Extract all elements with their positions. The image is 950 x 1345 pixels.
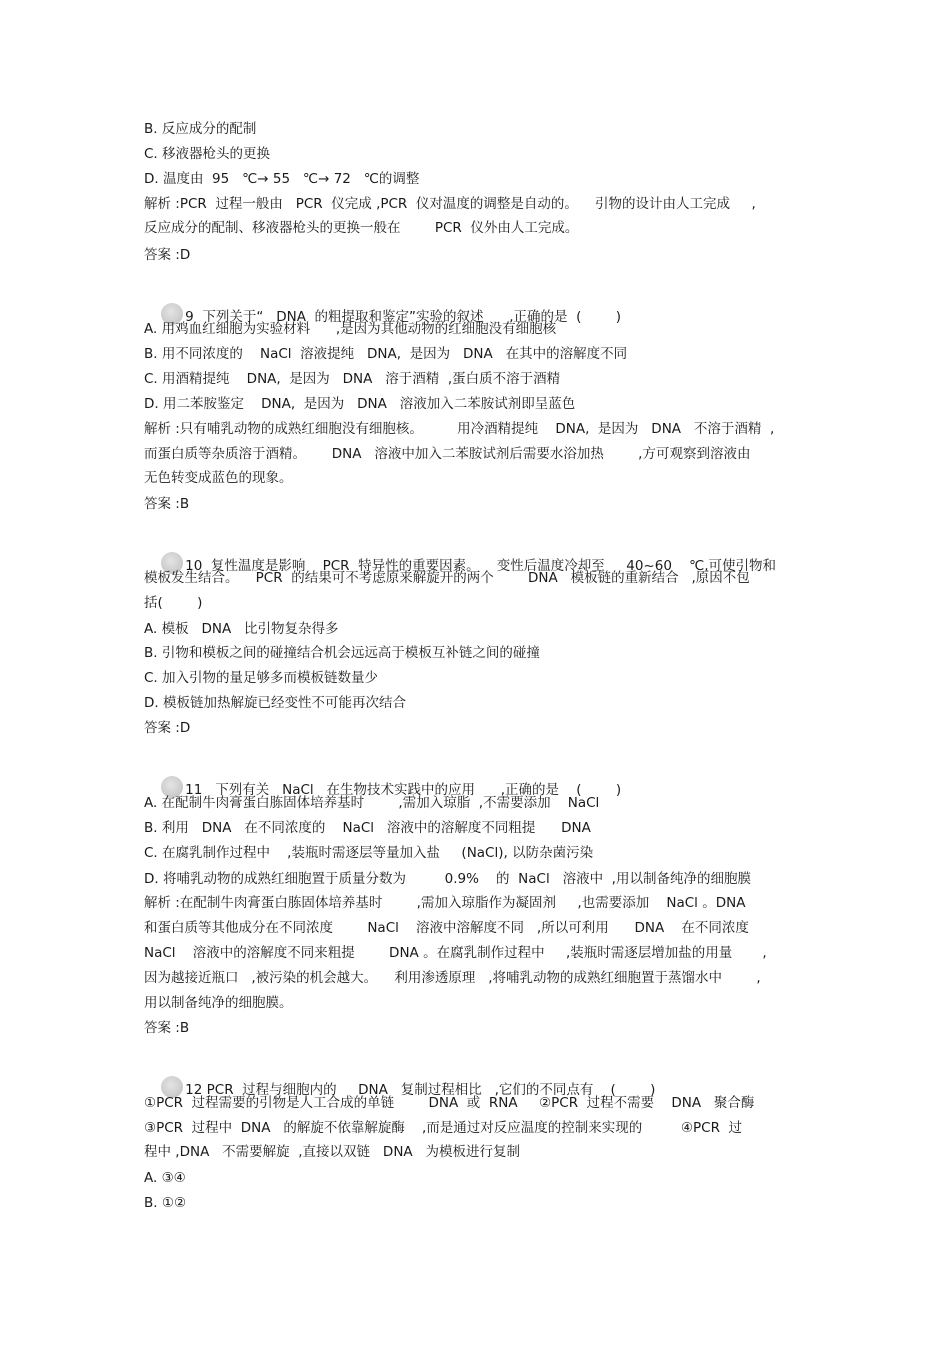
question-text-continued: 括( ): [144, 595, 203, 611]
analysis-line: 解析 :只有哺乳动物的成熟红细胞没有细胞核。 用冷酒精提纯 DNA, 是因为 DNA 不溶于酒精 ,: [144, 421, 775, 437]
option-d-line: D. 温度由 95 ℃→ 55 ℃→ 72 ℃的调整: [144, 171, 420, 187]
option-d-line: D. 模板链加热解旋已经变性不可能再次结合: [144, 695, 406, 711]
analysis-line: 无色转变成蓝色的现象。: [144, 470, 293, 486]
answer-line: 答案 :D: [144, 720, 191, 736]
question-text: 12 PCR 过程与细胞内的 DNA 复制过程相比 ,它们的不同点有 ( ): [185, 1082, 656, 1098]
answer-line: 答案 :D: [144, 247, 191, 263]
statement-line: ①PCR 过程需要的引物是人工合成的单链 DNA 或 RNA ②PCR 过程不需要 DNA 聚合酶: [144, 1095, 755, 1111]
option-d-line: D. 用二苯胺鉴定 DNA, 是因为 DNA 溶液加入二苯胺试剂即呈蓝色: [144, 396, 576, 412]
option-c-line: C. 加入引物的量足够多而模板链数量少: [144, 670, 379, 686]
statement-line: 程中 ,DNA 不需要解旋 ,直接以双链 DNA 为模板进行复制: [144, 1144, 521, 1160]
option-c-line: C. 移液器枪头的更换: [144, 146, 271, 162]
option-c-line: C. 在腐乳制作过程中 ,装瓶时需逐层等量加入盐 (NaCl), 以防杂菌污染: [144, 845, 594, 861]
option-b-line: B. 利用 DNA 在不同浓度的 NaCl 溶液中的溶解度不同粗提 DNA: [144, 820, 591, 836]
analysis-line: 解析 :PCR 过程一般由 PCR 仪完成 ,PCR 仪对温度的调整是自动的。 引物的设计由人工完成 ,: [144, 196, 756, 212]
option-d-line: D. 将哺乳动物的成熟红细胞置于质量分数为 0.9% 的 NaCl 溶液中 ,用以制备纯净的细胞膜: [144, 871, 751, 887]
analysis-line: 因为越接近瓶口 ,被污染的机会越大。 利用渗透原理 ,将哺乳动物的成熟红细胞置于蒸馏水中 ,: [144, 970, 761, 986]
question-text: 11 下列有关 NaCl 在生物技术实践中的应用 ,正确的是 ( ): [185, 782, 622, 798]
question-text: 9 下列关于“ DNA 的粗提取和鉴定”实验的叙述 ,正确的是 ( ): [185, 309, 622, 325]
question-text: 10 复性温度是影响 PCR 特异性的重要因素。 变性后温度冷却至 40~60 ℃,可使引物和: [185, 558, 777, 574]
option-a-line: A. ③④: [144, 1170, 186, 1186]
option-c-line: C. 用酒精提纯 DNA, 是因为 DNA 溶于酒精 ,蛋白质不溶于酒精: [144, 371, 561, 387]
option-b-line: B. 引物和模板之间的碰撞结合机会远远高于模板互补链之间的碰撞: [144, 645, 540, 661]
answer-line: 答案 :B: [144, 496, 190, 512]
answer-line: 答案 :B: [144, 1020, 190, 1036]
question-text-continued: 模板发生结合。 PCR 的结果可不考虑原来解旋开的两个 DNA 模板链的重新结合 ,原因不包: [144, 570, 750, 586]
option-a-line: A. 在配制牛肉膏蛋白胨固体培养基时 ,需加入琼脂 ,不需要添加 NaCl: [144, 795, 600, 811]
analysis-line: NaCl 溶液中的溶解度不同来粗提 DNA 。在腐乳制作过程中 ,装瓶时需逐层增加盐的用量 ,: [144, 945, 767, 961]
option-a-line: A. 模板 DNA 比引物复杂得多: [144, 621, 339, 637]
analysis-line: 反应成分的配制、移液器枪头的更换一般在 PCR 仪外由人工完成。: [144, 220, 579, 236]
analysis-line: 用以制备纯净的细胞膜。: [144, 995, 293, 1011]
option-a-line: A. 用鸡血红细胞为实验材料 ,是因为其他动物的红细胞没有细胞核: [144, 321, 557, 337]
statement-line: ③PCR 过程中 DNA 的解旋不依靠解旋酶 ,而是通过对反应温度的控制来实现的 ④PCR 过: [144, 1120, 743, 1136]
analysis-line: 和蛋白质等其他成分在不同浓度 NaCl 溶液中溶解度不同 ,所以可利用 DNA 在不同浓度: [144, 920, 749, 936]
option-b-line: B. 用不同浓度的 NaCl 溶液提纯 DNA, 是因为 DNA 在其中的溶解度不同: [144, 346, 628, 362]
option-b-line: B. 反应成分的配制: [144, 121, 257, 137]
analysis-line: 解析 :在配制牛肉膏蛋白胨固体培养基时 ,需加入琼脂作为凝固剂 ,也需要添加 NaCl 。DNA: [144, 895, 746, 911]
option-b-line: B. ①②: [144, 1195, 187, 1211]
analysis-line: 而蛋白质等杂质溶于酒精。 DNA 溶液中加入二苯胺试剂后需要水浴加热 ,方可观察到溶液由: [144, 446, 751, 462]
